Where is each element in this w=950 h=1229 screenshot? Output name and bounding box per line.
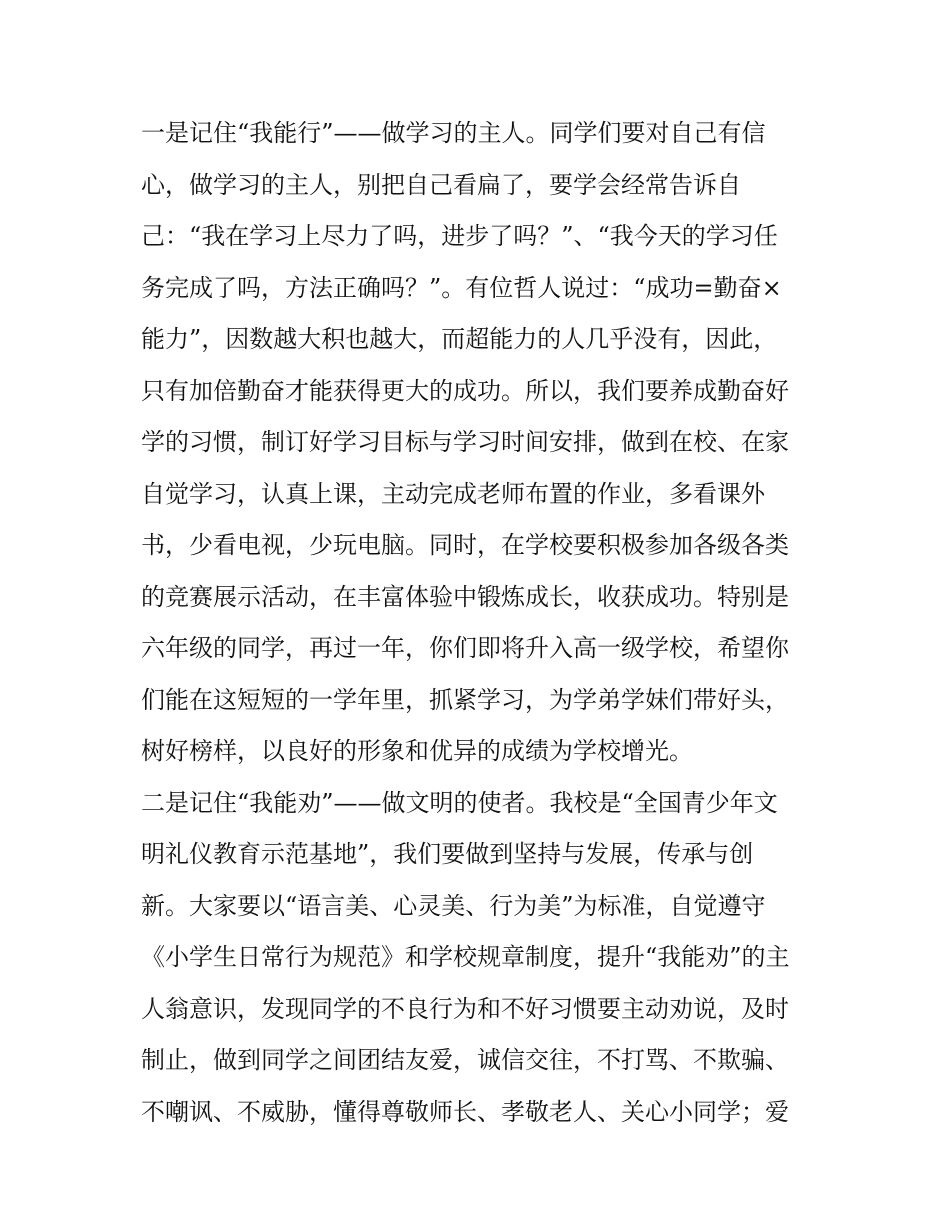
text-line: 心，做学习的主人，别把自己看扁了，要学会经常告诉自: [141, 170, 741, 199]
text-line: 二是记住“我能劝”——做文明的使者。我校是“全国青少年文: [141, 788, 778, 817]
text-line: 自觉学习，认真上课，主动完成老师布置的作业，多看课外: [141, 479, 765, 508]
text-line: 《小学生日常行为规范》和学校规章制度，提升“我能劝”的主: [141, 943, 790, 971]
text-line: 学的习惯，制订好学习目标与学习时间安排，做到在校、在家: [141, 428, 789, 456]
text-line: 们能在这短短的一学年里，抓紧学习，为学弟学妹们带好头，: [141, 685, 789, 714]
body-text: [141, 108, 831, 1138]
text-line: 制止，做到同学之间团结友爱，诚信交往，不打骂、不欺骗、: [141, 1046, 789, 1074]
text-line: 书，少看电视，少玩电脑。同时，在学校要积极参加各级各类: [141, 531, 789, 559]
text-line: 一是记住“我能行”——做学习的主人。同学们要对自己有信: [141, 119, 766, 147]
text-line: 明礼仪教育示范基地”，我们要做到坚持与发展，传承与创: [141, 840, 754, 868]
text-line: 务完成了吗，方法正确吗？”。有位哲人说过：“成功=勤奋×: [141, 273, 782, 302]
text-line: 六年级的同学，再过一年，你们即将升入高一级学校，希望你: [141, 634, 789, 662]
text-line: 的竞赛展示活动，在丰富体验中锻炼成长，收获成功。特别是: [141, 582, 789, 611]
text-line: 只有加倍勤奋才能获得更大的成功。所以，我们要养成勤奋好: [141, 376, 789, 405]
text-line: 人翁意识，发现同学的不良行为和不好习惯要主动劝说，及时: [141, 994, 789, 1023]
text-line: 树好榜样，以良好的形象和优异的成绩为学校增光。: [141, 737, 693, 765]
text-line: 能力”，因数越大积也越大，而超能力的人几乎没有，因此，: [141, 325, 778, 353]
text-line: 新。大家要以“语言美、心灵美、行为美”为标准，自觉遵守: [141, 891, 766, 920]
text-line: 己：“我在学习上尽力了吗，进步了吗？”、“我今天的学习任: [141, 222, 778, 250]
text-line: 不嘲讽、不威胁，懂得尊敬师长、孝敬老人、关心小同学；爱: [141, 1097, 789, 1126]
